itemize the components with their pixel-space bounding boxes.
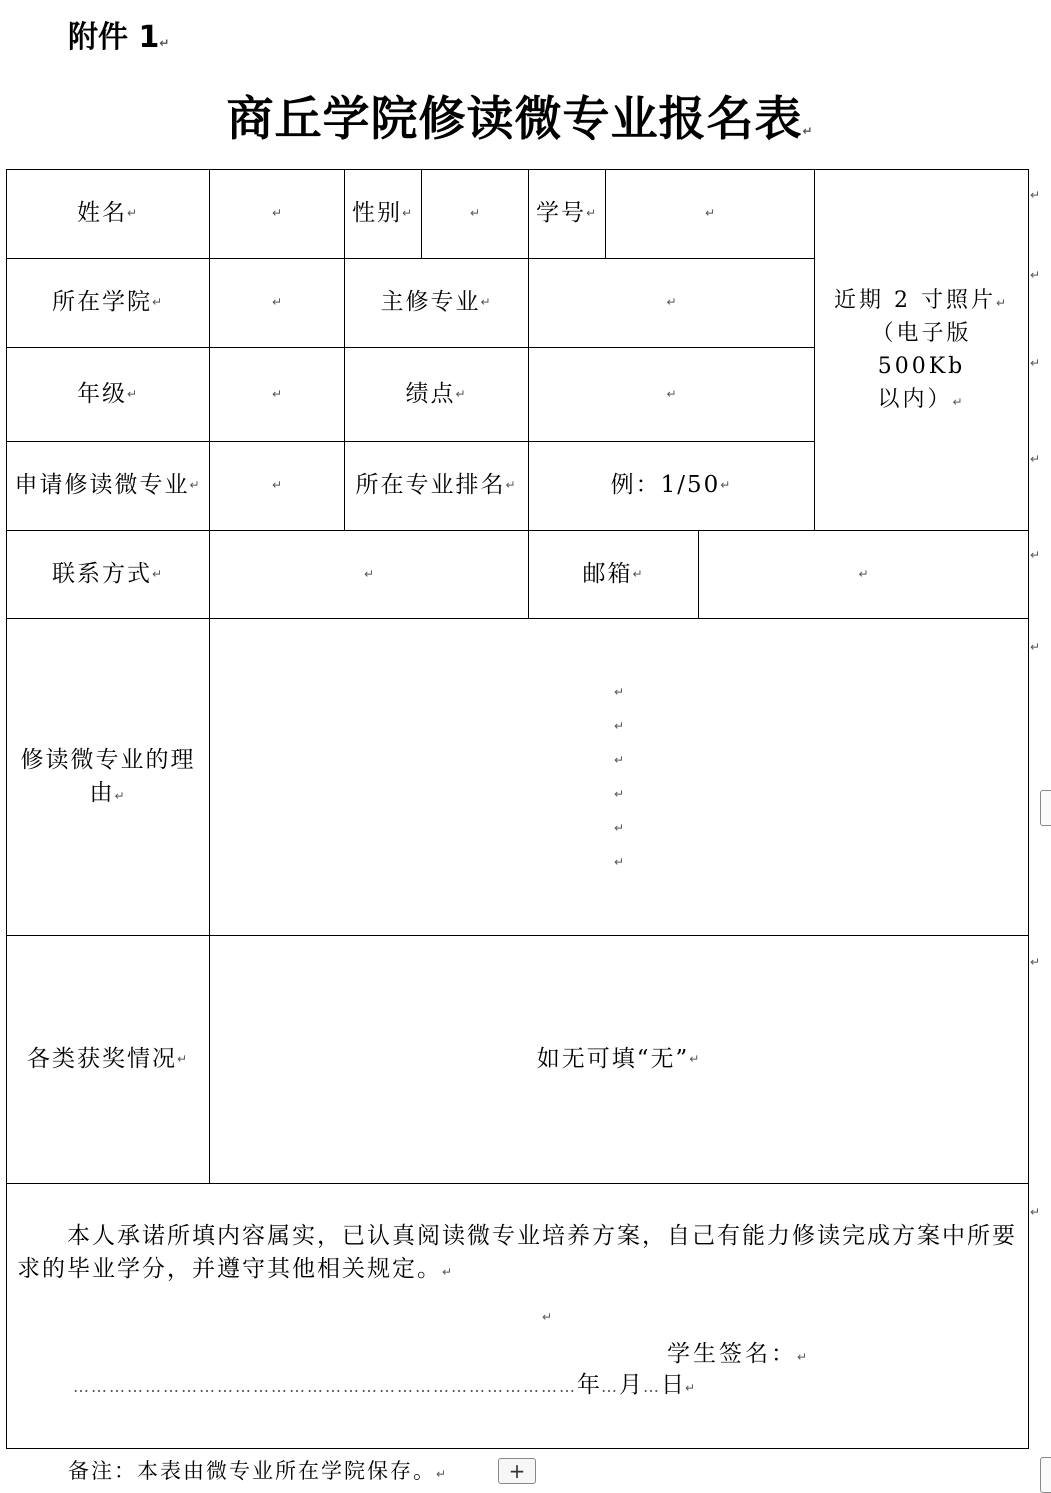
student-id-field[interactable]: ↵ xyxy=(606,170,815,259)
rank-label: 所在专业排名 ↵ xyxy=(345,442,529,531)
pledge-text: 本人承诺所填内容属实，已认真阅读微专业培养方案，自己有能力修读完成方案中所要求的毕业学分，并遵守其他相关规定。↵ xyxy=(17,1223,1017,1282)
contact-label: 联系方式 ↵ xyxy=(7,531,210,619)
gender-field[interactable]: ↵ xyxy=(422,170,529,259)
gpa-field[interactable]: ↵ xyxy=(529,348,815,442)
photo-box[interactable]: 近期 2 寸照片↵ （电子版 500Kb 以内）↵ xyxy=(815,170,1028,531)
margin-mark: ↵ xyxy=(1030,640,1041,654)
email-field[interactable]: ↵ xyxy=(699,531,1028,619)
rank-field[interactable]: 例：1/50 ↵ xyxy=(529,442,815,531)
margin-mark: ↵ xyxy=(1030,268,1041,282)
form-title: 商丘学院修读微专业报名表↵ xyxy=(226,92,814,147)
reason-label: 修读微专业的理由↵ xyxy=(7,619,210,936)
margin-mark: ↵ xyxy=(1030,955,1041,969)
add-row-button[interactable] xyxy=(498,1458,536,1484)
table-edge-handle[interactable] xyxy=(1040,790,1051,826)
awards-label: 各类获奖情况 ↵ xyxy=(7,936,210,1184)
reason-field[interactable]: ↵ ↵ ↵ ↵ ↵ ↵ xyxy=(210,619,1028,936)
student-signature[interactable]: 学生签名：↵ xyxy=(667,1341,811,1367)
page-edge-handle[interactable] xyxy=(1040,1457,1051,1493)
awards-field[interactable]: 如无可填“无” ↵ xyxy=(210,936,1028,1184)
name-field[interactable]: ↵ xyxy=(210,170,345,259)
margin-mark: ↵ xyxy=(1030,1205,1041,1219)
margin-mark: ↵ xyxy=(1030,548,1041,562)
registration-form xyxy=(6,169,1029,1449)
remark-note: 备注：本表由微专业所在学院保存。↵ xyxy=(68,1459,449,1483)
pledge-blank-mark: ↵ xyxy=(542,1310,553,1324)
major-field[interactable]: ↵ xyxy=(529,259,815,348)
apply-major-field[interactable]: ↵ xyxy=(210,442,345,531)
email-label: 邮箱 ↵ xyxy=(529,531,699,619)
apply-major-label: 申请修读微专业 ↵ xyxy=(7,442,210,531)
grade-field[interactable]: ↵ xyxy=(210,348,345,442)
name-label: 姓名 ↵ xyxy=(7,170,210,259)
gpa-label: 绩点 ↵ xyxy=(345,348,529,442)
plus-icon: + xyxy=(508,1459,526,1483)
contact-field[interactable]: ↵ xyxy=(210,531,529,619)
gender-label: 性别 ↵ xyxy=(345,170,422,259)
grade-label: 年级 ↵ xyxy=(7,348,210,442)
margin-mark: ↵ xyxy=(1030,188,1041,202)
college-label: 所在学院 ↵ xyxy=(7,259,210,348)
college-field[interactable]: ↵ xyxy=(210,259,345,348)
attachment-label: 附件 1↵ xyxy=(68,20,170,55)
margin-mark: ↵ xyxy=(1030,356,1041,370)
signature-date[interactable]: …………………………………………………………………………年…月…日↵ xyxy=(73,1372,697,1398)
student-id-label: 学号 ↵ xyxy=(529,170,606,259)
major-label: 主修专业 ↵ xyxy=(345,259,529,348)
margin-mark: ↵ xyxy=(1030,452,1041,466)
